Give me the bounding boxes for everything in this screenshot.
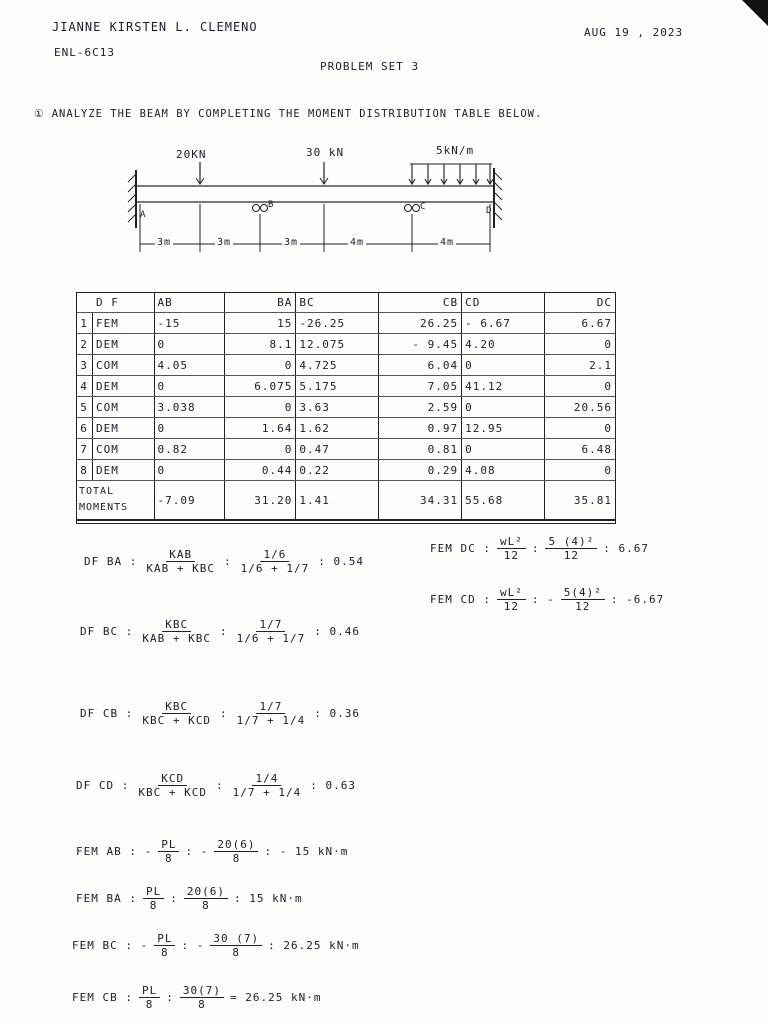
fem-ba-substitution [184,885,228,912]
df-ba-fnum: 1/6 [260,548,289,562]
cell-cd: 12.95 [462,418,545,439]
header-dc: DC [545,292,616,313]
cell-cd: 41.12 [462,376,545,397]
student-name: JIANNE KIRSTEN L. CLEMENO [52,20,258,34]
cell-bc: 4.725 [296,355,379,376]
row-index: 4 [76,376,93,397]
df-cd-result: : 0.63 [310,779,356,792]
row-label: COM [93,439,155,460]
row-index: 2 [76,334,93,355]
cell-ba: 15 [225,313,296,334]
row-label: DEM [93,418,155,439]
cell-cb: 7.05 [379,376,462,397]
fem-cd-den2: 12 [575,600,591,613]
df-ba-num: KAB [166,548,195,562]
cell-ba: 0 [225,355,296,376]
fem-ab-substitution [214,838,258,865]
fem-cd-mid: : - [531,593,555,606]
cell-ab: 0.82 [154,439,225,460]
fem-ba-mid: : [170,892,178,905]
fem-dc-result: : 6.67 [603,542,649,555]
fem-dc-formula [497,535,526,562]
cell-bc: 0.22 [296,460,379,481]
row-label: COM [93,355,155,376]
row-label: COM [93,397,155,418]
total-ba: 31.20 [225,481,296,521]
fem-cb-den: 8 [145,998,154,1011]
fem-cd-lhs: FEM CD : [430,593,491,606]
cell-dc: 20.56 [545,397,616,418]
fem-bc-num: PL [154,932,175,946]
table-row [76,439,616,460]
row-label: DEM [93,334,155,355]
total-label [76,481,154,521]
wall-hatch-right [494,172,502,220]
df-bc-lhs: DF BC : [80,625,134,638]
fem-dc-den2: 12 [563,549,579,562]
df-ba-equation: DF BA : $\frac{\text{KAB}}{\text{KAB + KBC}}$ : $\frac{1/6}{1/6 + 1/7}$ : 0.54 [84,548,364,575]
cell-bc: 0.47 [296,439,379,460]
cell-bc: 1.62 [296,418,379,439]
fem-bc-den2: 8 [232,946,241,959]
problem-statement: ① ANALYZE THE BEAM BY COMPLETING THE MOMENT DISTRIBUTION TABLE BELOW. [34,108,543,120]
df-cd-value-fraction [230,772,305,799]
cell-ab: 0 [154,460,225,481]
row-index: 1 [76,313,93,334]
total-label-line1: TOTAL [79,486,115,497]
row-index: 3 [76,355,93,376]
fem-bc-result: : 26.25 kN·m [268,939,360,952]
df-cb-fnum: 1/7 [256,700,285,714]
df-cb-num: KBC [162,700,191,714]
cell-dc: 6.48 [545,439,616,460]
df-cd-lhs: DF CD : [76,779,130,792]
df-ba-fden: 1/6 + 1/7 [240,562,310,575]
row-label: DEM [93,376,155,397]
df-bc-fnum: 1/7 [256,618,285,632]
fem-ba-num2: 20(6) [184,885,228,899]
fem-dc-substitution [545,535,597,562]
cell-ab: 3.038 [154,397,225,418]
cell-dc: 0 [545,460,616,481]
moment-distribution-table [76,292,616,521]
udl-label: 5kN/m [436,144,475,157]
fem-ba-den: 8 [149,899,158,912]
df-cb-fden: 1/7 + 1/4 [236,714,306,727]
total-dc: 35.81 [545,481,616,521]
fem-ab-num2: 20(6) [214,838,258,852]
df-cb-den: KBC + KCD [142,714,211,727]
df-bc-den: KAB + KBC [142,632,211,645]
df-bc-result: : 0.46 [314,625,360,638]
fem-ab-formula [158,838,179,865]
load-label-30kn: 30 kN [306,146,345,159]
df-ba-value-fraction [238,548,313,575]
table-row [76,376,616,397]
cell-ba: 1.64 [225,418,296,439]
fem-bc-substitution [210,932,262,959]
cell-cd: 0 [462,397,545,418]
fem-bc-num2: 30 (7) [210,932,262,946]
fem-ab-equation [76,838,348,865]
fem-dc-num2: 5 (4)² [545,535,597,549]
df-bc-equation: DF BC : $\frac{\text{KBC}}{\text{KAB + KBC}}$ : $\frac{1/7}{1/6 + 1/7}$ : 0.46 [80,618,360,645]
df-bc-fden: 1/6 + 1/7 [236,632,306,645]
df-ba-lhs: DF BA : [84,555,138,568]
fem-ba-lhs: FEM BA : [76,892,137,905]
fem-bc-equation [72,932,360,959]
span-label-2: 3m [217,237,232,248]
fem-dc-den: 12 [503,549,520,562]
df-cb-stiffness-fraction [139,700,214,727]
fem-ba-num: PL [143,885,164,899]
cell-ab: 0 [154,334,225,355]
df-cb-value-fraction [234,700,309,727]
fem-bc-den: 8 [161,946,169,959]
fem-ba-result: : 15 kN·m [233,892,303,905]
fem-cb-equation [72,984,321,1011]
cell-dc: 0 [545,418,616,439]
cell-ab: 4.05 [154,355,225,376]
cell-dc: 2.1 [545,355,616,376]
row-label: FEM [93,313,155,334]
cell-bc: 3.63 [296,397,379,418]
df-cd-equation: DF CD : $\frac{\text{KCD}}{\text{KBC + KCD}}$ : $\frac{1/4}{1/7 + 1/4}$ : 0.63 [76,772,356,799]
cell-bc: -26.25 [296,313,379,334]
fem-cb-mid: : [166,991,174,1004]
df-cb-result: : 0.36 [314,707,360,720]
df-bc-num: KBC [162,618,191,632]
header-cb: CB [379,292,462,313]
span-label-3: 3m [284,237,299,248]
table-row [76,397,616,418]
date: AUG 19 , 2023 [584,26,684,39]
df-ba-stiffness-fraction [143,548,218,575]
fem-dc-lhs: FEM DC : [430,542,491,555]
row-index: 6 [76,418,93,439]
wall-hatch-left [128,174,136,222]
table-row [76,418,616,439]
table-row [76,355,616,376]
row-index: 8 [76,460,93,481]
row-label: DEM [93,460,155,481]
cell-bc: 12.075 [296,334,379,355]
row-index: 7 [76,439,93,460]
cell-cb: - 9.45 [379,334,462,355]
fem-ab-mid: : - [185,845,209,858]
fem-cd-den: 12 [503,600,520,613]
table-row [76,313,616,334]
roller-b-2 [261,205,268,212]
cell-cd: 0 [462,439,545,460]
total-cb: 34.31 [379,481,462,521]
roller-b-1 [253,205,260,212]
df-ba-den: KAB + KBC [146,562,215,575]
page-title: PROBLEM SET 3 [320,60,420,73]
fem-bc-lhs: FEM BC : - [72,939,149,952]
cell-ba: 0 [225,397,296,418]
cell-ba: 6.075 [225,376,296,397]
table-row [76,460,616,481]
point-b-label: B [268,200,275,210]
header-bc: BC [296,292,379,313]
cell-cb: 0.29 [379,460,462,481]
fem-dc-equation [430,535,649,562]
total-bc: 1.41 [296,481,379,521]
cell-cb: 26.25 [379,313,462,334]
span-label-1: 3m [157,237,172,248]
fem-ab-lhs: FEM AB : - [76,845,153,858]
cell-cd: 4.08 [462,460,545,481]
roller-c-2 [413,205,420,212]
course-code: ENL-6C13 [54,46,115,59]
fem-bc-mid: : - [181,939,205,952]
df-bc-value-fraction [234,618,309,645]
fem-ab-den: 8 [165,852,173,865]
cell-ab: 0 [154,376,225,397]
df-cd-stiffness-fraction [135,772,210,799]
cell-cb: 0.81 [379,439,462,460]
fem-cb-formula [139,984,160,1011]
df-ba-result: : 0.54 [318,555,364,568]
df-cb-equation: DF CB : $\frac{\text{KBC}}{\text{KBC + KCD}}$ : $\frac{1/7}{1/7 + 1/4}$ : 0.36 [80,700,360,727]
row-index: 5 [76,397,93,418]
header-df: D F [76,292,154,313]
total-label-line2: MOMENTS [79,502,129,513]
fem-cd-formula [497,586,526,613]
header-cd: CD [462,292,545,313]
header-ba: BA [225,292,296,313]
udl-arrows [409,164,493,184]
span-label-5: 4m [440,237,455,248]
table-header-row [76,292,616,313]
cell-dc: 6.67 [545,313,616,334]
fem-ab-den2: 8 [232,852,241,865]
cell-dc: 0 [545,376,616,397]
cell-cd: - 6.67 [462,313,545,334]
df-cb-lhs: DF CB : [80,707,134,720]
fem-ba-den2: 8 [202,899,210,912]
cell-ba: 0.44 [225,460,296,481]
cell-cb: 2.59 [379,397,462,418]
total-cd: 55.68 [462,481,545,521]
fem-ba-equation [76,885,303,912]
cell-ab: 0 [154,418,225,439]
df-cd-num: KCD [158,772,187,786]
df-cd-fden: 1/7 + 1/4 [232,786,302,799]
header-ab: AB [154,292,225,313]
fem-cb-substitution [180,984,224,1011]
fem-cd-num2: 5(4)² [561,586,605,600]
fem-cb-den2: 8 [198,998,206,1011]
fem-dc-mid: : [531,542,540,555]
cell-cd: 0 [462,355,545,376]
beam [136,186,494,202]
fem-cd-equation [430,586,664,613]
total-moments-row [76,481,616,521]
cell-ba: 0 [225,439,296,460]
cell-dc: 0 [545,334,616,355]
page-corner-mark [742,0,768,26]
fem-ab-num: PL [158,838,179,852]
fem-cd-num: wL² [497,586,526,600]
point-a-label: A [140,210,147,220]
point-c-label: C [420,202,427,212]
total-ab: -7.09 [154,481,225,521]
cell-ba: 8.1 [225,334,296,355]
load-label-20kn: 20KN [176,148,207,161]
cell-bc: 5.175 [296,376,379,397]
fem-cb-result: = 26.25 kN·m [229,991,322,1004]
cell-ab: -15 [154,313,225,334]
cell-cb: 6.04 [379,355,462,376]
fem-bc-formula [154,932,175,959]
fem-cb-lhs: FEM CB : [72,991,133,1004]
table-row [76,334,616,355]
fem-cb-num: PL [139,984,160,998]
df-bc-stiffness-fraction [139,618,214,645]
fem-cd-result: : -6.67 [610,593,665,606]
df-cd-den: KBC + KCD [138,786,207,799]
cell-cb: 0.97 [379,418,462,439]
df-cd-fnum: 1/4 [252,772,281,786]
fem-ba-formula [143,885,164,912]
span-label-4: 4m [350,237,365,248]
fem-dc-num: wL² [497,535,526,549]
point-d-label: D [486,206,493,216]
roller-c-1 [405,205,412,212]
fem-cb-num2: 30(7) [180,984,224,998]
fem-cd-substitution [561,586,605,613]
cell-cd: 4.20 [462,334,545,355]
fem-ab-result: : - 15 kN·m [264,845,349,858]
